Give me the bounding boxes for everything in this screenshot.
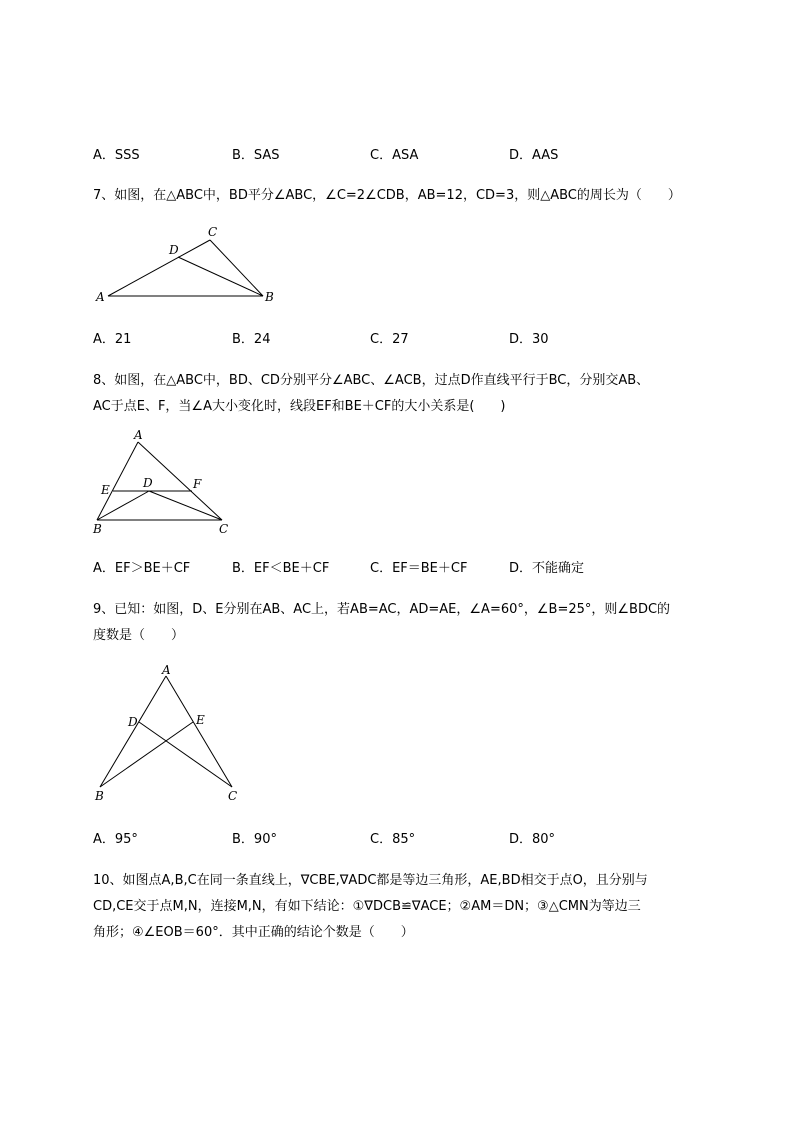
q9-label-d: D xyxy=(128,715,138,729)
q10-stem-line1: 10、如图点A,B,C在同一条直线上，∇CBE,∇ADC都是等边三角形，AE,BD相交于点O，且分别与 xyxy=(93,873,648,888)
q8-stem-line1: 8、如图，在△ABC中，BD、CD分别平分∠ABC、∠ACB，过点D作直线平行于BC，分别交AB、 xyxy=(93,373,650,388)
q7-label-b: B xyxy=(265,290,274,304)
q8-label-c: C xyxy=(219,522,229,536)
q8-option-b: B．EF＜BE＋CF xyxy=(232,561,330,576)
q9-stem-line2: 度数是（ ） xyxy=(93,628,185,643)
q9-option-d: D．80° xyxy=(509,832,556,847)
q8-label-a: A xyxy=(134,428,143,442)
q9-label-c: C xyxy=(228,789,238,803)
q9-label-e: E xyxy=(196,713,205,727)
q7-option-b: B．24 xyxy=(232,332,271,347)
q9-label-b: B xyxy=(95,789,104,803)
q8-label-e: E xyxy=(101,483,110,497)
q10-stem-line2: CD,CE交于点M,N，连接M,N，有如下结论：①∇DCB≌∇ACE；②AM＝DN；③△CMN为等边三 xyxy=(93,899,641,914)
q8-label-f: F xyxy=(193,477,202,491)
q7-label-d: D xyxy=(169,243,179,257)
q8-stem-line2: AC于点E、F，当∠A大小变化时，线段EF和BE＋CF的大小关系是( ) xyxy=(93,399,506,414)
q9-label-a: A xyxy=(162,663,171,677)
q6-option-a: A．SSS xyxy=(93,148,140,163)
q8-label-d: D xyxy=(143,476,153,490)
q8-label-b: B xyxy=(93,522,102,536)
q7-label-a: A xyxy=(96,290,105,304)
q6-option-d: D．AAS xyxy=(509,148,559,163)
q9-option-c: C．85° xyxy=(370,832,416,847)
q6-option-b: B．SAS xyxy=(232,148,280,163)
q7-label-c: C xyxy=(208,225,218,239)
q7-stem: 7、如图，在△ABC中，BD平分∠ABC，∠C=2∠CDB，AB=12，CD=3，则△ABC的周长为（ ） xyxy=(93,188,681,203)
q7-option-a: A．21 xyxy=(93,332,132,347)
q9-option-a: A．95° xyxy=(93,832,138,847)
q7-option-c: C．27 xyxy=(370,332,409,347)
q9-option-b: B．90° xyxy=(232,832,277,847)
q8-option-a: A．EF＞BE＋CF xyxy=(93,561,191,576)
q6-option-c: C．ASA xyxy=(370,148,419,163)
q8-option-c: C．EF＝BE＋CF xyxy=(370,561,468,576)
q9-stem-line1: 9、已知：如图，D、E分别在AB、AC上，若AB=AC，AD=AE，∠A=60°，∠B=25°，则∠BDC的 xyxy=(93,602,671,617)
q7-option-d: D．30 xyxy=(509,332,549,347)
q8-option-d: D．不能确定 xyxy=(509,561,585,576)
q10-stem-line3: 角形；④∠EOB＝60°．其中正确的结论个数是（ ） xyxy=(93,925,414,940)
